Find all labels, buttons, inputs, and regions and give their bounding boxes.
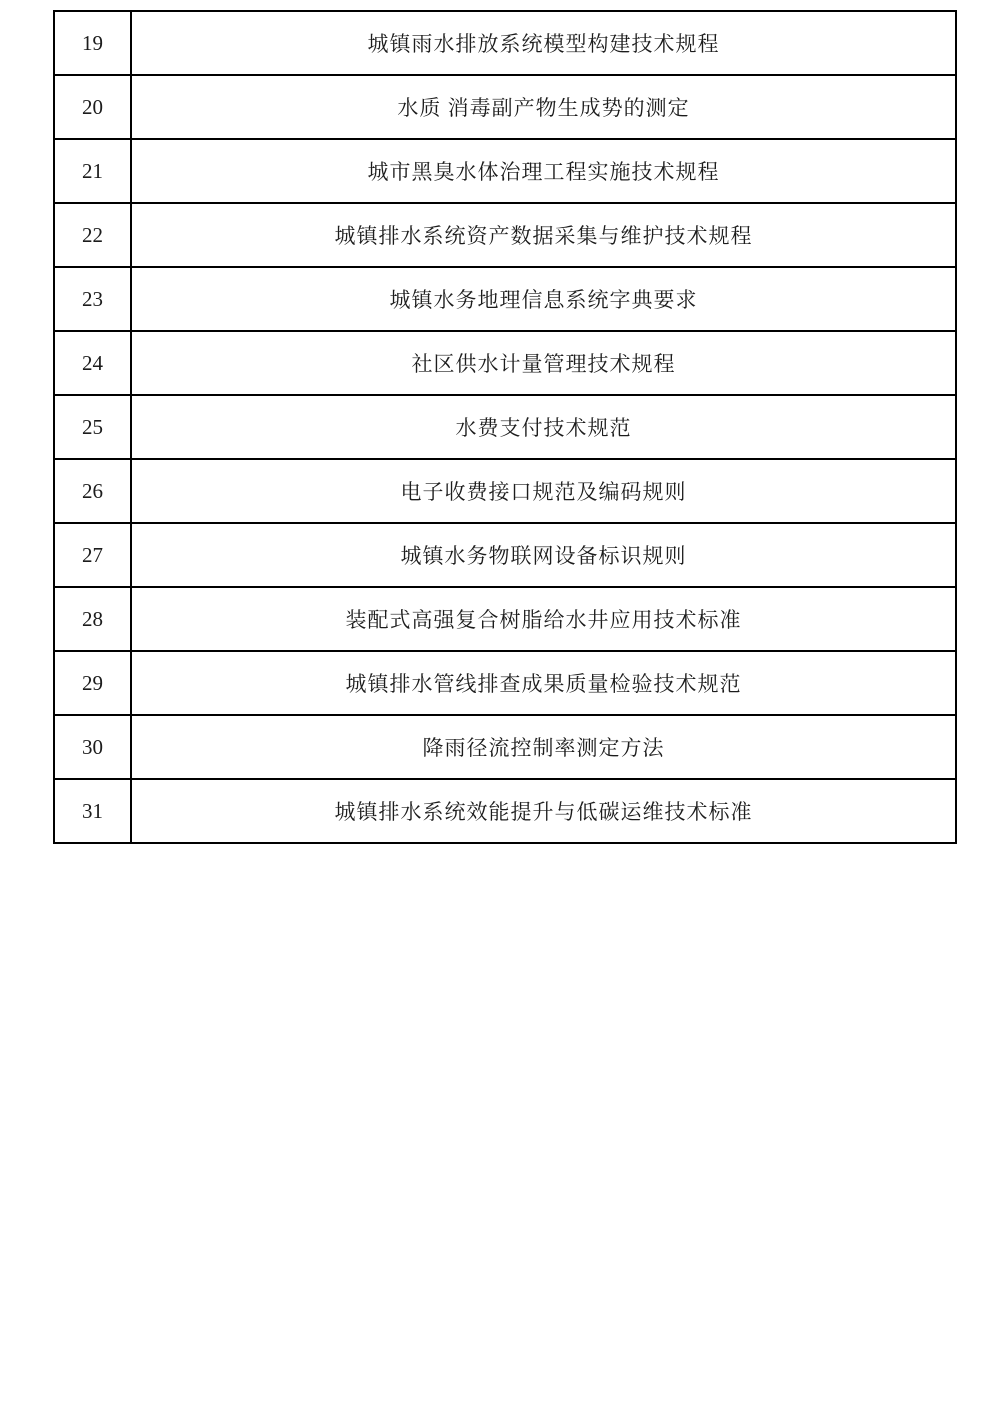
row-number-cell: 30: [54, 715, 131, 779]
standard-title-cell: 社区供水计量管理技术规程: [131, 331, 956, 395]
standard-title-cell: 降雨径流控制率测定方法: [131, 715, 956, 779]
table-row: [54, 267, 956, 331]
standard-title-cell: 城镇排水系统效能提升与低碳运维技术标准: [131, 779, 956, 843]
table-row: [54, 651, 956, 715]
standard-title-cell: 城镇排水系统资产数据采集与维护技术规程: [131, 203, 956, 267]
table-row: [54, 523, 956, 587]
row-number-cell: 25: [54, 395, 131, 459]
row-number-cell: 28: [54, 587, 131, 651]
standard-title-cell: 城市黑臭水体治理工程实施技术规程: [131, 139, 956, 203]
row-number-cell: 19: [54, 11, 131, 75]
standard-title-cell: 城镇水务物联网设备标识规则: [131, 523, 956, 587]
row-number-cell: 29: [54, 651, 131, 715]
standard-title-cell: 水质 消毒副产物生成势的测定: [131, 75, 956, 139]
table-row: [54, 395, 956, 459]
standard-title-cell: 装配式高强复合树脂给水井应用技术标准: [131, 587, 956, 651]
row-number-cell: 31: [54, 779, 131, 843]
standard-title-cell: 电子收费接口规范及编码规则: [131, 459, 956, 523]
row-number-cell: 24: [54, 331, 131, 395]
table-row: [54, 331, 956, 395]
table-row: [54, 203, 956, 267]
table-row: [54, 715, 956, 779]
row-number-cell: 23: [54, 267, 131, 331]
standard-title-cell: 城镇雨水排放系统模型构建技术规程: [131, 11, 956, 75]
table-row: [54, 139, 956, 203]
table-row: [54, 779, 956, 843]
row-number-cell: 21: [54, 139, 131, 203]
standard-title-cell: 城镇排水管线排查成果质量检验技术规范: [131, 651, 956, 715]
standard-title-cell: 城镇水务地理信息系统字典要求: [131, 267, 956, 331]
standard-title-cell: 水费支付技术规范: [131, 395, 956, 459]
standards-table: [53, 10, 957, 844]
row-number-cell: 20: [54, 75, 131, 139]
row-number-cell: 27: [54, 523, 131, 587]
table-row: [54, 75, 956, 139]
row-number-cell: 26: [54, 459, 131, 523]
row-number-cell: 22: [54, 203, 131, 267]
table-row: [54, 587, 956, 651]
table-row: [54, 459, 956, 523]
table-row: [54, 11, 956, 75]
